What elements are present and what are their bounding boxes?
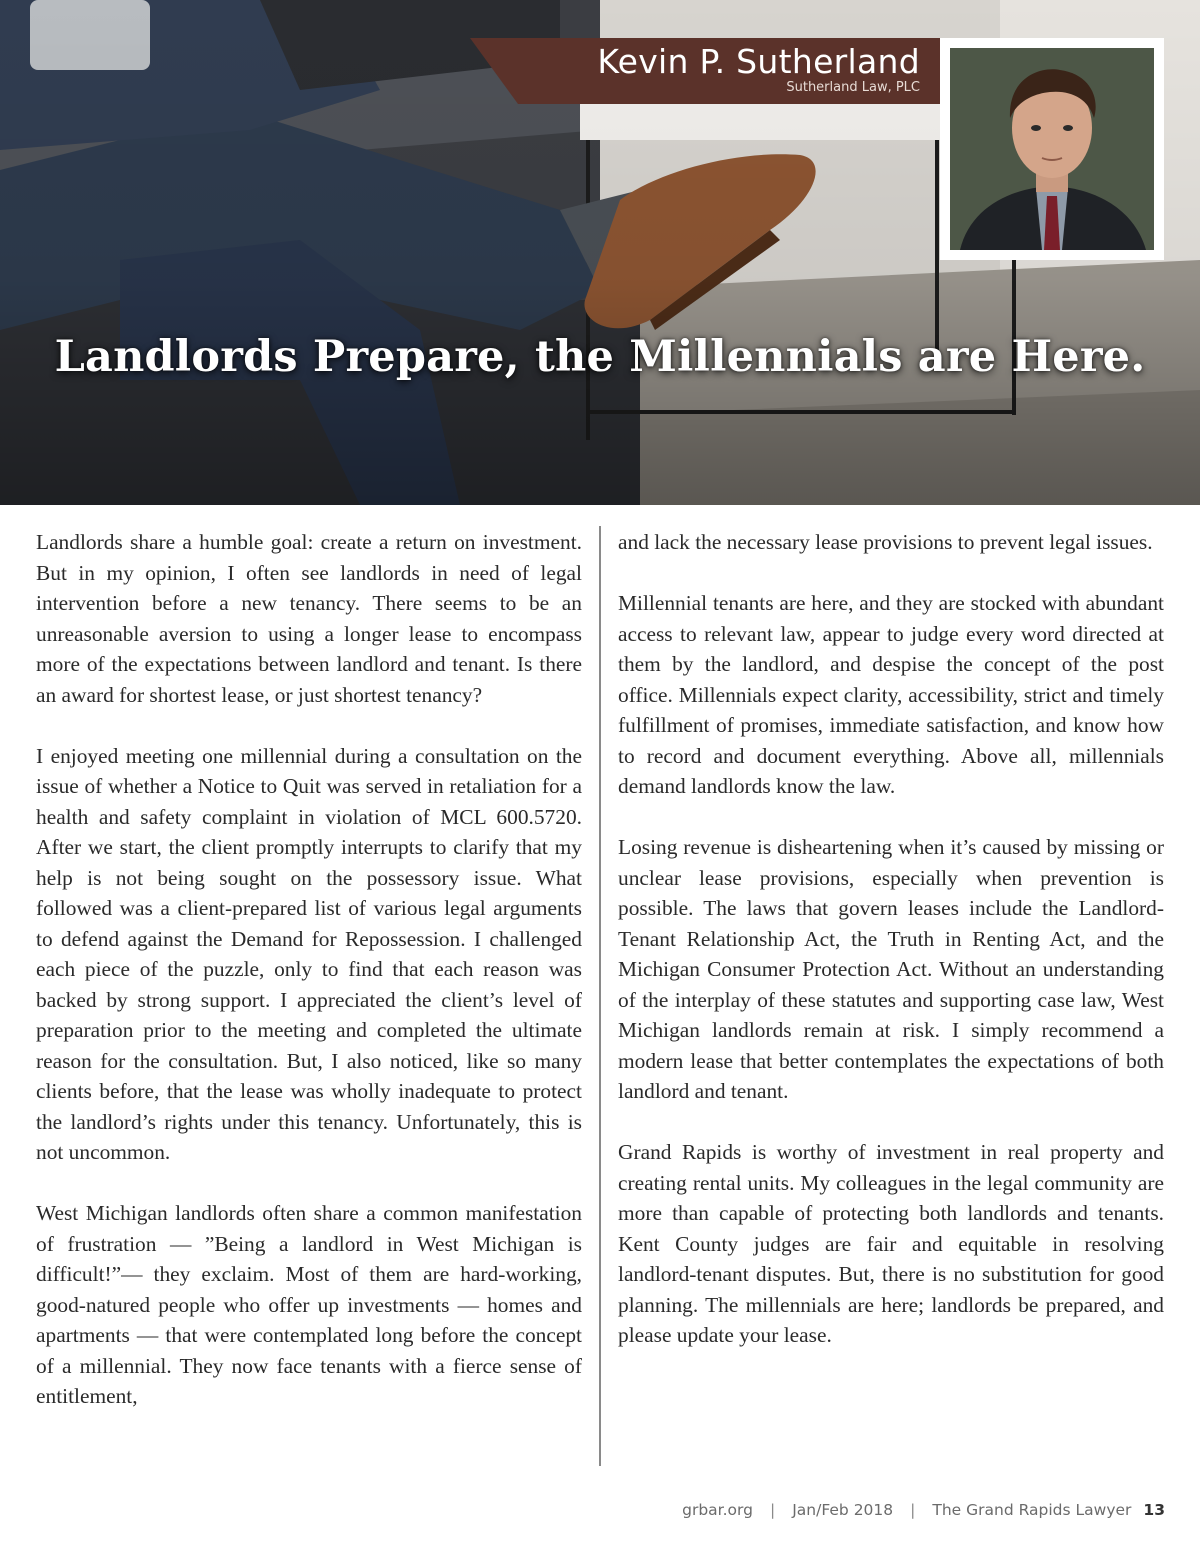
right-column xyxy=(618,527,1164,1381)
paragraph: Losing revenue is disheartening when it’s caused by missing or unclear lease provisions, especially when prevention is possible. The laws that govern leases include the Landlord-Tenant Relationship Act, the Truth in Renting Act, and the Michigan Consumer Protection Act. Without an understanding of the interplay of these statutes and supporting case law, West Michigan landlords remain at risk. I simply recommend a modern lease that better contemplates the expectations of both landlord and tenant. xyxy=(618,835,1164,1103)
column-divider xyxy=(599,526,601,1466)
left-column xyxy=(36,527,582,1442)
author-name: Kevin P. Sutherland xyxy=(597,42,920,81)
footer-separator: | xyxy=(769,1501,776,1519)
author-portrait-photo xyxy=(950,48,1154,250)
footer-publication: The Grand Rapids Lawyer xyxy=(932,1501,1132,1519)
page-number: 13 xyxy=(1143,1501,1165,1519)
paragraph: Millennial tenants are here, and they are stocked with abundant access to relevant law, appear to judge every word directed at them by the landlord, and despise the concept of the post office. Millennials expect clarity, accessibility, strict and timely fulfillment of promises, immediate satisfaction, and know how to record and document everything. Above all, millennials demand landlords know the law. xyxy=(618,591,1164,798)
paragraph: and lack the necessary lease provisions to prevent legal issues. xyxy=(618,530,1153,554)
author-firm: Sutherland Law, PLC xyxy=(786,80,920,95)
footer-separator: | xyxy=(910,1501,916,1519)
paragraph: Grand Rapids is worthy of investment in real property and creating rental units. My colleagues in the legal community are more than capable of protecting both landlords and tenants. Kent County judges are fair and equitable in resolving landlord-tenant disputes. But, there is no substitution for good planning. The millennials are here; landlords be prepared, and please update your lease. xyxy=(618,1140,1164,1347)
page-footer xyxy=(682,1501,1165,1519)
article-title: Landlords Prepare, the Millennials are Here. xyxy=(54,332,1146,382)
hero-photo-banner xyxy=(0,0,1200,505)
author-portrait-frame xyxy=(940,38,1164,260)
footer-issue: Jan/Feb 2018 xyxy=(792,1501,894,1519)
paragraph: Landlords share a humble goal: create a return on investment. But in my opinion, I often see landlords in need of legal intervention before a new tenancy. There seems to be an unreasonable aversion to using a longer lease to encompass more of the expectations between landlord and tenant. Is there an award for shortest lease, or just shortest tenancy? xyxy=(36,530,582,707)
footer-site-link[interactable]: grbar.org xyxy=(682,1501,753,1519)
paragraph: I enjoyed meeting one millennial during a consultation on the issue of whether a Notice to Quit was served in retaliation for a health and safety complaint in violation of MCL 600.5720. After we start, the client promptly interrupts to clarify that my help is not being sought on the possessory issue. What followed was a client-prepared list of various legal arguments to defend against the Demand for Repossession. I challenged each piece of the puzzle, only to find that each reason was backed by strong support. I appreciated the client’s level of preparation prior to the meeting and completed the ultimate reason for the consultation. But, I also noticed, like so many clients before, that the lease was wholly inadequate to protect the landlord’s rights under this tenancy. Unfortunately, this is not uncommon. xyxy=(36,743,582,1164)
paragraph: West Michigan landlords often share a common manifestation of frustration — ”Being a landlord in West Michigan is difficult!”— they exclaim. Most of them are hard-working, good-natured people who offer up investments — homes and apartments — that were contemplated long before the concept of a millennial. They now face tenants with a fierce sense of entitlement, xyxy=(36,1201,582,1408)
